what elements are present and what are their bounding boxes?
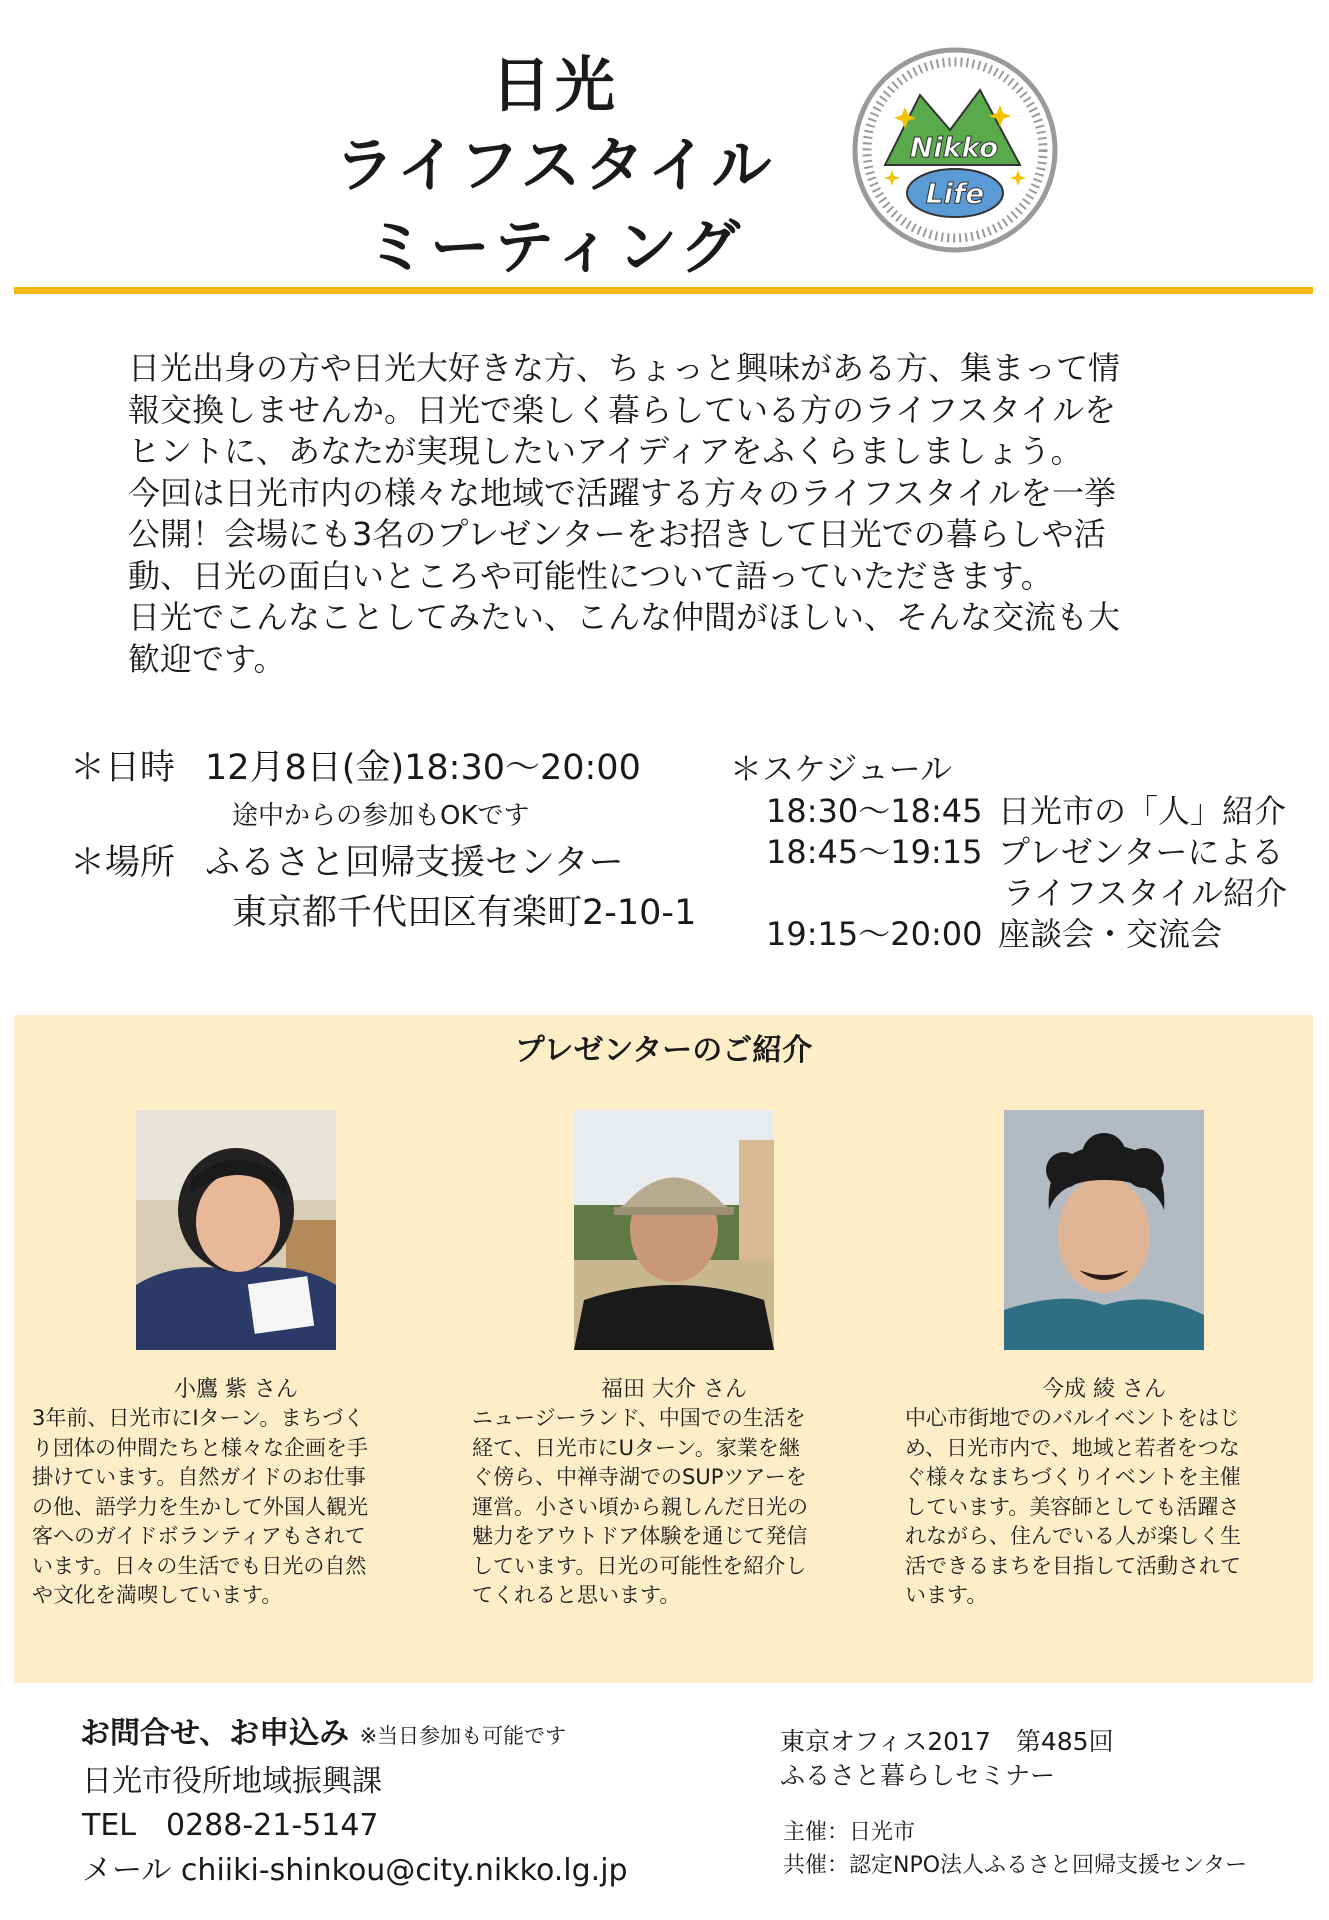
place-label: ＊場所 [70,843,176,883]
schedule-desc: 日光市の「人」紹介 [998,792,1287,830]
desc-line: います。日々の生活でも日光の自然 [32,1553,367,1578]
desc-line: 運営。小さい頃から親しんだ日光の [472,1494,808,1519]
desc-line: 客へのガイドボランティアもされて [32,1524,366,1548]
logo-text-top: Nikko [909,131,999,164]
nikko-life-logo [850,45,1060,255]
desc-line: 中心市街地でのバルイベントをはじ [905,1406,1240,1430]
desc-line: 魅力をアウトドア体験を通じて発信 [472,1524,808,1548]
contact-note: ※当日参加も可能です [359,1724,567,1748]
seminar-host: 主催：日光市 [783,1820,916,1845]
title-line-1: 日光 [491,51,619,121]
desc-line: しています。日光の可能性を紹介し [472,1553,807,1578]
presenter-desc-1 [32,1404,368,1611]
place-value: ふるさと回帰支援センター [205,843,624,883]
presenter-name-1: 小鷹 紫 さん [174,1377,298,1402]
seminar-line-1: 東京オフィス2017 第485回 [780,1727,1114,1756]
intro-text [128,348,1218,680]
desc-line: ニュージーランド、中国での生活を [472,1406,806,1430]
desc-line: り団体の仲間たちと様々な企画を手 [32,1435,368,1460]
place-address: 東京都千代田区有楽町2-10-1 [232,893,697,933]
desc-line: め、日光市内で、地域と若者をつな [905,1435,1240,1460]
desc-line: てくれると思います。 [472,1583,681,1607]
desc-line: 活できるまちを目指して活動されて [905,1553,1241,1578]
intro-line: 報交換しませんか。日光で楽しく暮らしている方のライフスタイルを [128,390,1117,429]
presenters-heading: プレゼンターのご紹介 [514,1033,813,1068]
contact-heading [80,1708,566,1752]
intro-line: 公開！会場にも3名のプレゼンターをお招きして日光での暮らしや活 [128,515,1106,553]
desc-line: 掛けています。自然ガイドのお仕事 [32,1465,366,1489]
logo-text-bottom: Life [925,177,985,210]
intro-line: 歓迎です。 [128,639,286,678]
desc-line: ぐ傍ら、中禅寺湖でのSUPツアーを [472,1465,807,1489]
schedule-time: 18:45～19:15 [766,833,983,871]
date-note: 途中からの参加もOKです [232,801,530,831]
header-divider [14,287,1313,294]
title-line-3: ミーティング [366,213,744,283]
presenter-name-2: 福田 大介 さん [601,1377,747,1402]
title-line-2: ライフスタイル [334,131,776,201]
desc-line: や文化を満喫しています。 [32,1583,283,1607]
contact-office: 日光市役所地域振興課 [82,1764,382,1799]
desc-line: の他、語学力を生かして外国人観光 [32,1494,368,1519]
seminar-line-2: ふるさと暮らしセミナー [780,1761,1056,1790]
desc-line: います。 [905,1583,988,1607]
schedule-label: ＊スケジュール [730,750,953,788]
desc-line: ぐ様々なまちづくりイベントを主催 [905,1465,1241,1489]
contact-email[interactable]: メール chiiki-shinkou@city.nikko.lg.jp [82,1853,628,1888]
contact-tel: TEL 0288-21-5147 [82,1808,379,1843]
presenter-photo-3 [1004,1110,1204,1350]
desc-line: れながら、住んでいる人が楽しく生 [905,1524,1241,1548]
intro-line: ヒントに、あなたが実現したいアイディアをふくらましましょう。 [128,432,1083,470]
schedule-time: 19:15～20:00 [766,915,983,953]
date-label: ＊日時 [70,748,176,788]
intro-line: 今回は日光市内の様々な地域で活躍する方々のライフスタイルを一挙 [128,473,1117,512]
presenter-desc-2 [472,1404,808,1611]
intro-line: 動、日光の面白いところや可能性について語っていただきます。 [128,556,1053,595]
presenter-name-3: 今成 綾 さん [1042,1377,1166,1402]
schedule-desc: ライフスタイル紹介 [1003,874,1288,912]
intro-line: 日光出身の方や日光大好きな方、ちょっと興味がある方、集まって情 [128,349,1121,387]
desc-line: 3年前、日光市にIターン。まちづく [32,1406,365,1430]
intro-line: 日光でこんなことしてみたい、こんな仲間がほしい、そんな交流も大 [128,598,1121,636]
seminar-cohost: 共催：認定NPO法人ふるさと回帰支援センター [783,1853,1248,1878]
presenter-photo-1 [136,1110,336,1350]
date-value: 12月8日(金)18:30～20:00 [205,748,641,788]
presenter-photo-2 [574,1110,774,1350]
contact-heading-text: お問合せ、お申込み [80,1716,350,1751]
schedule-time: 18:30～18:45 [766,792,983,830]
desc-line: 経て、日光市にUターン。家業を継 [472,1435,800,1460]
presenter-desc-3 [905,1404,1241,1611]
desc-line: しています。美容師としても活躍さ [905,1494,1240,1519]
schedule-desc: 座談会・交流会 [998,915,1223,953]
schedule-desc: プレゼンターによる [998,833,1284,871]
